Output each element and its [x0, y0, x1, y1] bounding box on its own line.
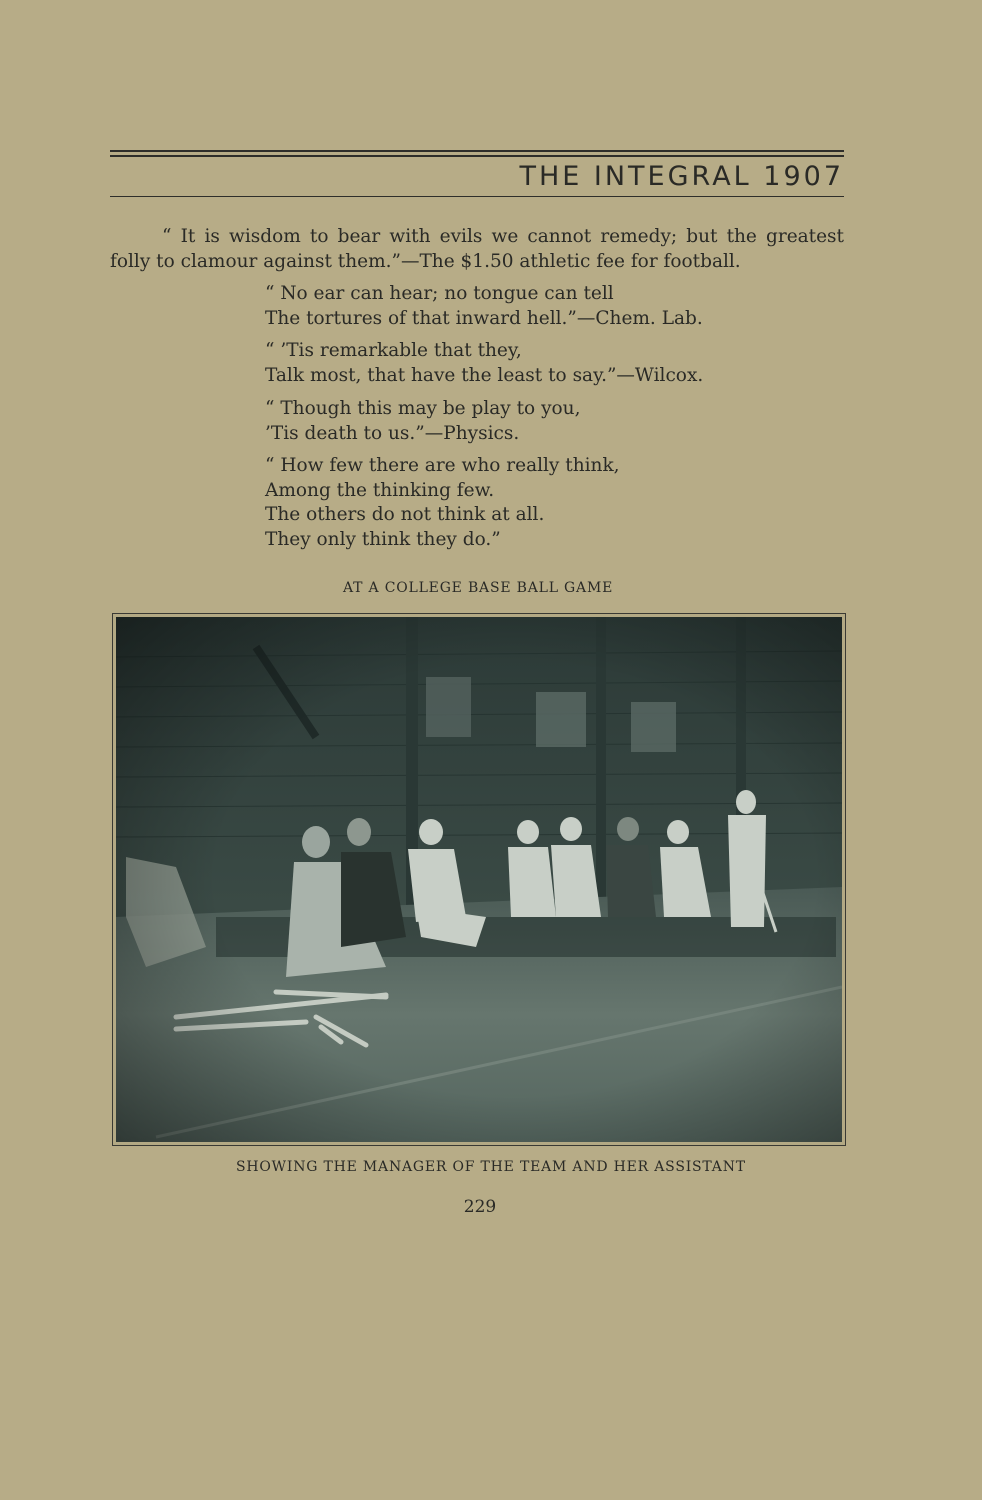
quote-thinking: [265, 454, 620, 552]
running-header-title: THE INTEGRAL 1907: [519, 161, 844, 192]
photo-frame: [112, 613, 846, 1146]
quote-line: They only think they do.”: [265, 528, 501, 550]
quote-line: The tortures of that inward hell.”—Chem. Lab.: [265, 307, 703, 329]
quote-chem-lab: [265, 282, 703, 331]
quote-line: Talk most, that have the least to say.”—Wilcox.: [265, 364, 704, 386]
quote-line: “ ’Tis remarkable that they,: [265, 340, 522, 361]
quote-line: ’Tis death to us.”—Physics.: [265, 422, 520, 444]
quote-physics: [265, 397, 580, 446]
quote-line: “ How few there are who really think,: [265, 455, 620, 476]
photo-title: AT A COLLEGE BASE BALL GAME: [343, 580, 614, 596]
quote-wilcox: [265, 339, 703, 388]
photo-caption: SHOWING THE MANAGER OF THE TEAM AND HER ASSISTANT: [236, 1159, 746, 1175]
quote-line: “ No ear can hear; no tongue can tell: [265, 283, 614, 304]
header-rule-top: [110, 150, 844, 152]
quote-line: The others do not think at all.: [265, 504, 545, 525]
header-rule-top-second: [110, 155, 844, 157]
intro-paragraph: “ It is wisdom to bear with evils we cannot remedy; but the greatest folly to clamour against them.”—The $1.50 athletic fee for football.: [110, 226, 844, 272]
page-number: 229: [463, 1197, 497, 1217]
header-rule-bottom: [110, 196, 844, 197]
quote-line: “ Though this may be play to you,: [265, 398, 581, 419]
baseball-game-photo: [116, 617, 842, 1142]
quote-line: Among the thinking few.: [265, 479, 495, 501]
